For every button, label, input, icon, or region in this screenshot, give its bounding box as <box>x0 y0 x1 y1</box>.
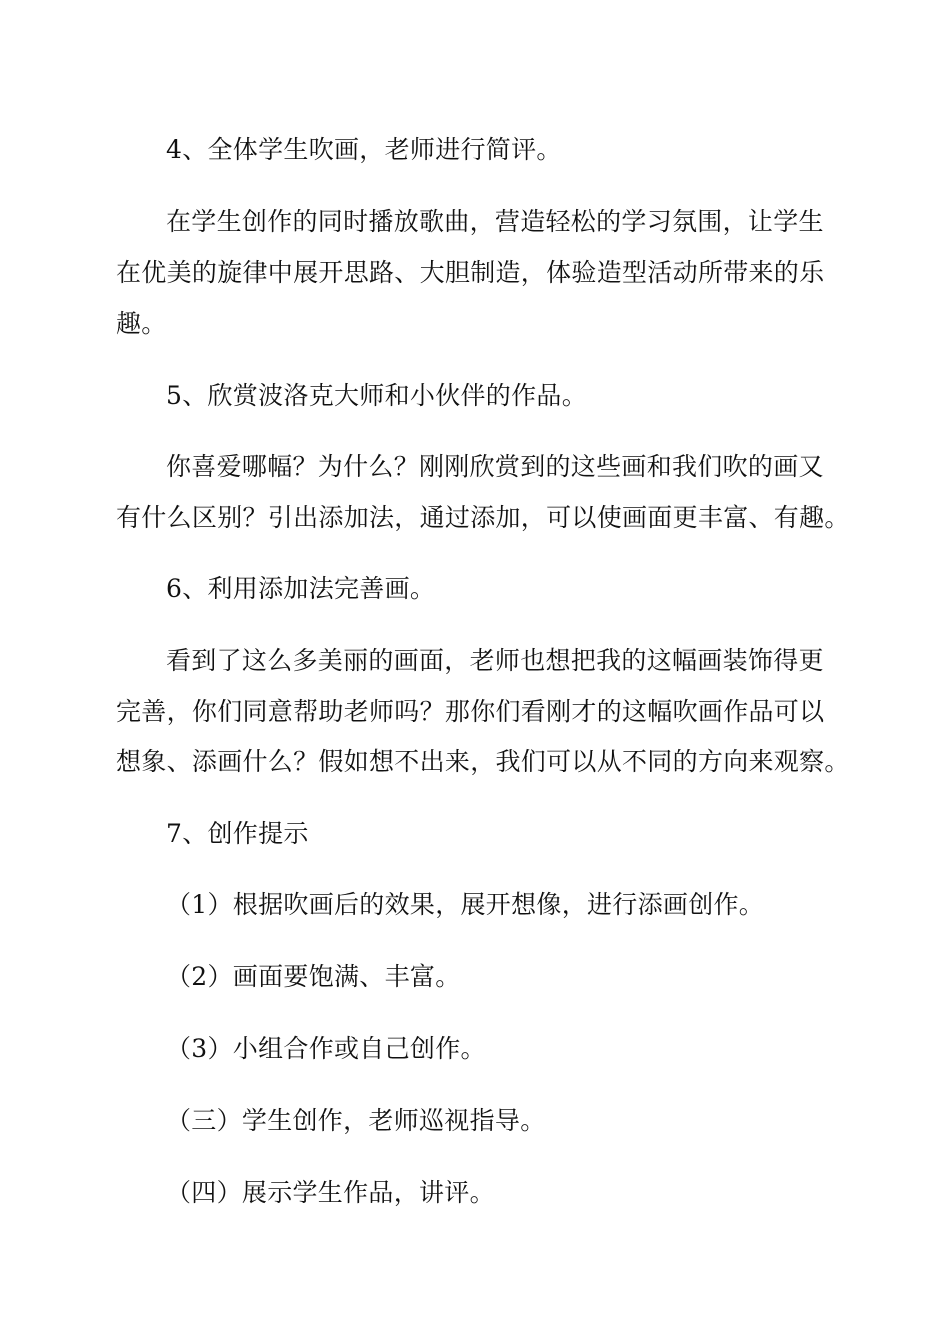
step-6-heading: 6、利用添加法完善画。 <box>166 574 436 603</box>
paragraph-2-line-1: 你喜爱哪幅？为什么？刚刚欣赏到的这些画和我们吹的画又 <box>166 452 824 481</box>
section-4-heading: （四）展示学生作品，讲评。 <box>166 1178 495 1207</box>
paragraph-3-line-2: 完善，你们同意帮助老师吗？那你们看刚才的这幅吹画作品可以 <box>116 697 825 726</box>
paragraph-1-line-1: 在学生创作的同时播放歌曲，营造轻松的学习氛围，让学生 <box>166 207 824 236</box>
step-4-heading: 4、全体学生吹画，老师进行简评。 <box>166 135 562 164</box>
paragraph-2-line-2: 有什么区别？引出添加法，通过添加，可以使画面更丰富、有趣。 <box>116 503 850 532</box>
paragraph-1-line-2: 在优美的旋律中展开思路、大胆制造，体验造型活动所带来的乐 <box>116 258 825 287</box>
paragraph-1-line-3: 趣。 <box>116 309 167 338</box>
tip-3: （3）小组合作或自己创作。 <box>166 1034 486 1063</box>
tip-1: （1）根据吹画后的效果，展开想像，进行添画创作。 <box>166 890 765 919</box>
tip-2: （2）画面要饱满、丰富。 <box>166 962 461 991</box>
step-5-heading: 5、欣赏波洛克大师和小伙伴的作品。 <box>166 381 588 410</box>
step-7-heading: 7、创作提示 <box>166 819 309 848</box>
paragraph-3-line-3: 想象、添画什么？假如想不出来，我们可以从不同的方向来观察。 <box>116 747 850 776</box>
section-3-heading: （三）学生创作，老师巡视指导。 <box>166 1106 546 1135</box>
paragraph-3-line-1: 看到了这么多美丽的画面，老师也想把我的这幅画装饰得更 <box>166 646 824 675</box>
